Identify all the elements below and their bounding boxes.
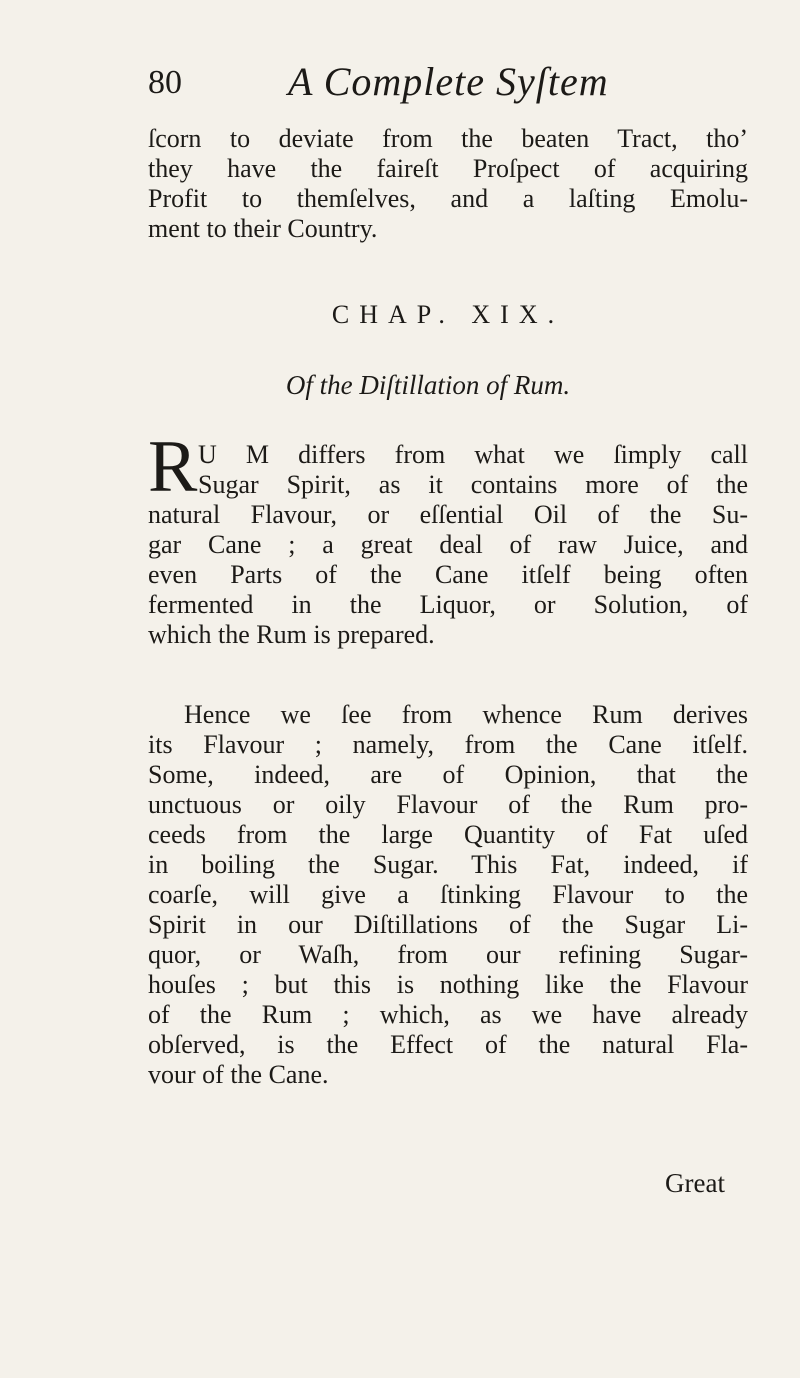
text-line: Sugar Spirit, as it contains more of the: [198, 470, 748, 499]
catchword: Great: [665, 1168, 725, 1198]
paragraph-1: [148, 440, 748, 650]
text-line: ceeds from the large Quantity of Fat uſed: [148, 820, 748, 849]
text-line: coarſe, will give a ſtinking Flavour to the: [148, 880, 748, 909]
paragraph-2: [148, 700, 748, 1090]
text-line: unctuous or oily Flavour of the Rum pro-: [148, 790, 748, 819]
page-number: 80: [148, 64, 182, 101]
text-line: quor, or Waſh, from our refining Sugar-: [148, 940, 748, 969]
text-line: even Parts of the Cane itſelf being often: [148, 560, 748, 589]
text-line: which the Rum is prepared.: [148, 620, 435, 649]
text-line: vour of the Cane.: [148, 1060, 329, 1089]
text-line: natural Flavour, or eſſential Oil of the Su-: [148, 500, 748, 529]
text-line: its Flavour ; namely, from the Cane itſelf.: [148, 730, 748, 759]
text-line: of the Rum ; which, as we have already: [148, 1000, 748, 1029]
text-line: houſes ; but this is nothing like the Flavour: [148, 970, 748, 999]
text-line: U M differs from what we ſimply call: [198, 440, 748, 469]
text-line: Some, indeed, are of Opinion, that the: [148, 760, 748, 789]
continued-paragraph: [148, 124, 748, 244]
text-line: fermented in the Liquor, or Solution, of: [148, 590, 748, 619]
text-line: they have the faireſt Proſpect of acquiring: [148, 154, 748, 183]
text-line: obſerved, is the Effect of the natural Fla-: [148, 1030, 748, 1059]
text-line: Hence we ſee from whence Rum derives: [184, 700, 748, 729]
running-head: [148, 58, 708, 118]
drop-cap: R: [148, 426, 198, 508]
text-line: gar Cane ; a great deal of raw Juice, and: [148, 530, 748, 559]
text-line: ſcorn to deviate from the beaten Tract, tho’: [148, 124, 748, 153]
running-title: A Complete Syſtem: [288, 59, 609, 104]
text-line: in boiling the Sugar. This Fat, indeed, if: [148, 850, 748, 879]
text-line: Profit to themſelves, and a laſting Emolu-: [148, 184, 748, 213]
chapter-subtitle: Of the Diſtillation of Rum.: [285, 370, 571, 400]
text-line: Spirit in our Diſtillations of the Sugar Li-: [148, 910, 748, 939]
text-line: ment to their Country.: [148, 214, 378, 243]
chapter-heading: CHAP. XIX.: [331, 300, 565, 329]
